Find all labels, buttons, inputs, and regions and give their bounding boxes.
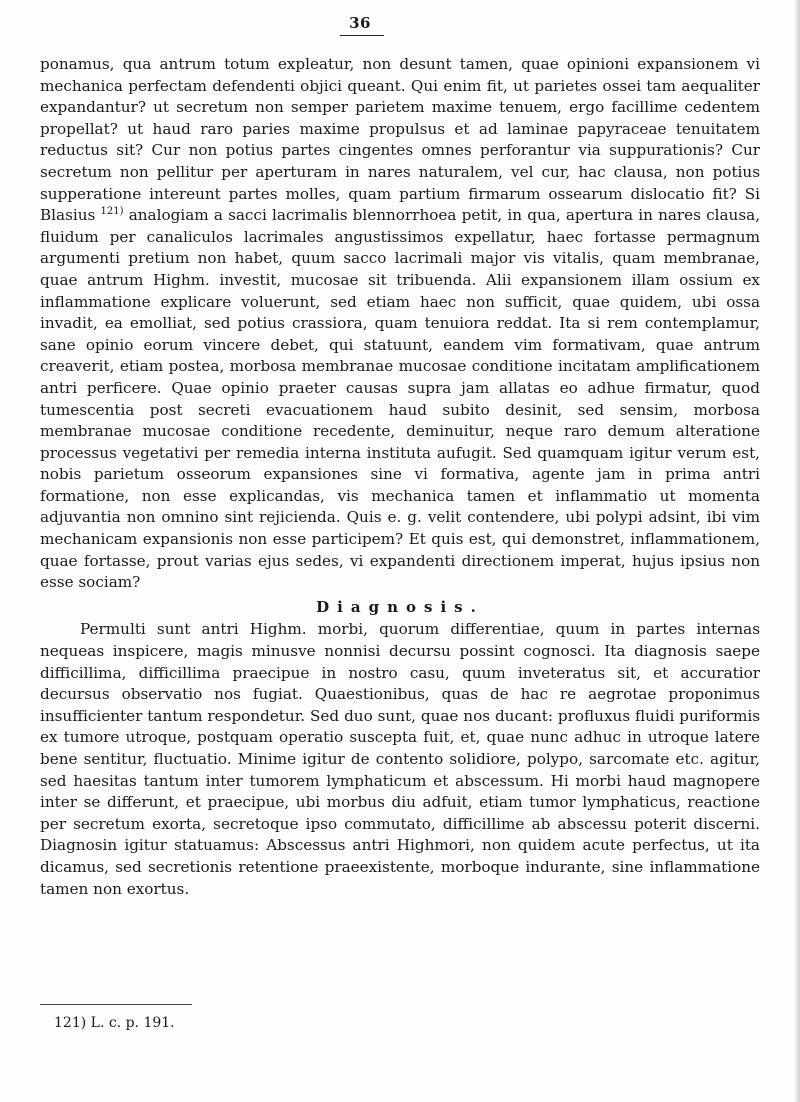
footnote-reference[interactable]: 121) [100, 206, 124, 218]
paragraph-1-continuation: analogiam a sacci lacrimalis blennorrhoea petit, in qua, apertura in nares clausa, fluidum per canaliculos lacrimales angustissimos expellatur, haec fortasse permagnum argumenti pretium non habet, quum sacco lacrimali major vis vitalis, quam membranae, quae antrum Highm. investit, mucosae sit tribuenda. Alii expansionem illam ossium ex inflammatione explicare voluerunt, sed etiam haec non sufficit, quae quidem, ubi ossa invadit, ea emolliat, sed potius crassiora, quam tenuiora reddat. Ita si rem contemplamur, sane opinio eorum vincere debet, qui statuunt, eandem vim formativam, quae antrum creaverit, etiam postea, morbosa membranae mucosae conditione incitatam amplificationem antri perficere. Quae opinio praeter causas supra jam allatas eo adhue firmatur, quod tumescentia post secreti evacuationem haud subito desinit, sed sensim, morbosa membranae mucosae conditione recedente, deminuitur, neque raro demum alteratione processus vegetativi per remedia interna instituta aufugit. Sed quamquam igitur verum est, nobis parietum osseorum expansiones sine vi formativa, agente jam in prima antri formatione, non esse explicandas, vis mechanica tamen et inflammatio ut momenta adjuvantia non omnino sint rejicienda. Quis e. g. velit contendere, ubi polypi adsint, ibi vim mechanicam expansionis non esse participem? Et quis est, qui demonstret, inflammationem, quae fortasse, prout varias ejus sedes, vi expandenti directionem imperat, hujus ipsius non esse sociam? [40, 206, 761, 592]
page-number: 36 [349, 14, 371, 32]
section-heading-diagnosis: Diagnosis. [316, 597, 484, 616]
footnote-rule [40, 1004, 192, 1005]
footnote [54, 1014, 175, 1032]
footnote-text: L. c. p. 191. [90, 1015, 175, 1031]
body-text [40, 54, 760, 900]
footnote-marker: 121) [54, 1015, 87, 1031]
paragraph-1 [40, 54, 760, 594]
page-edge-shadow [794, 0, 800, 1102]
page-number-rule [340, 35, 384, 36]
paragraph-2: Permulti sunt antri Highm. morbi, quorum differentiae, quum in partes internas nequeas inspicere, magis minusve nonnisi decursu possint cognosci. Ita diagnosis saepe difficillima, difficillima praecipue in nostro casu, quum inveteratus sit, et accuratior decursus observatio nos fugiat. Quaestionibus, quas de hac re aegrotae proponimus insufficienter tantum respondetur. Sed duo sunt, quae nos ducant: profluxus fluidi puriformis ex tumore utroque, postquam operatio suscepta fuit, et, quae nunc adhuc in utroque latere bene sentitur, fluctuatio. Minime igitur de contento solidiore, polypo, sarcomate etc. agitur, sed haesitas tantum inter tumorem lymphaticum et abscessum. Hi morbi haud magnopere inter se differunt, et praecipue, ubi morbus diu adfuit, etiam tumor lymphaticus, reactione per secretum exorta, secretoque ipso commutato, difficillime ab abscessu poterit discerni. Diagnosin igitur statuamus: Abscessus antri Highmori, non quidem acute perfectus, ut ita dicamus, sed secretionis retentione praeexistente, morboque indurante, sine inflammatione tamen non exortus. [40, 620, 760, 898]
paragraph-1-text: ponamus, qua antrum totum expleatur, non desunt tamen, quae opinioni expansionem vi mechanica perfectam defendenti objici queant. Qui enim fit, ut parietes ossei tam aequaliter expandantur? ut secretum non semper parietem maxime tenuem, ergo facillime cedentem propellat? ut haud raro paries maxime propulsus et ad laminae papyraceae tenuitatem reductus sit? Cur non potius partes cingentes omnes perforantur via suppurationis? Cur secretum non pellitur per aperturam in nares naturalem, vel cur, hac clausa, non potius supperatione intereunt partes molles, quam partium firmarum ossearum dislocatio fit? Si Blasius [40, 55, 760, 225]
